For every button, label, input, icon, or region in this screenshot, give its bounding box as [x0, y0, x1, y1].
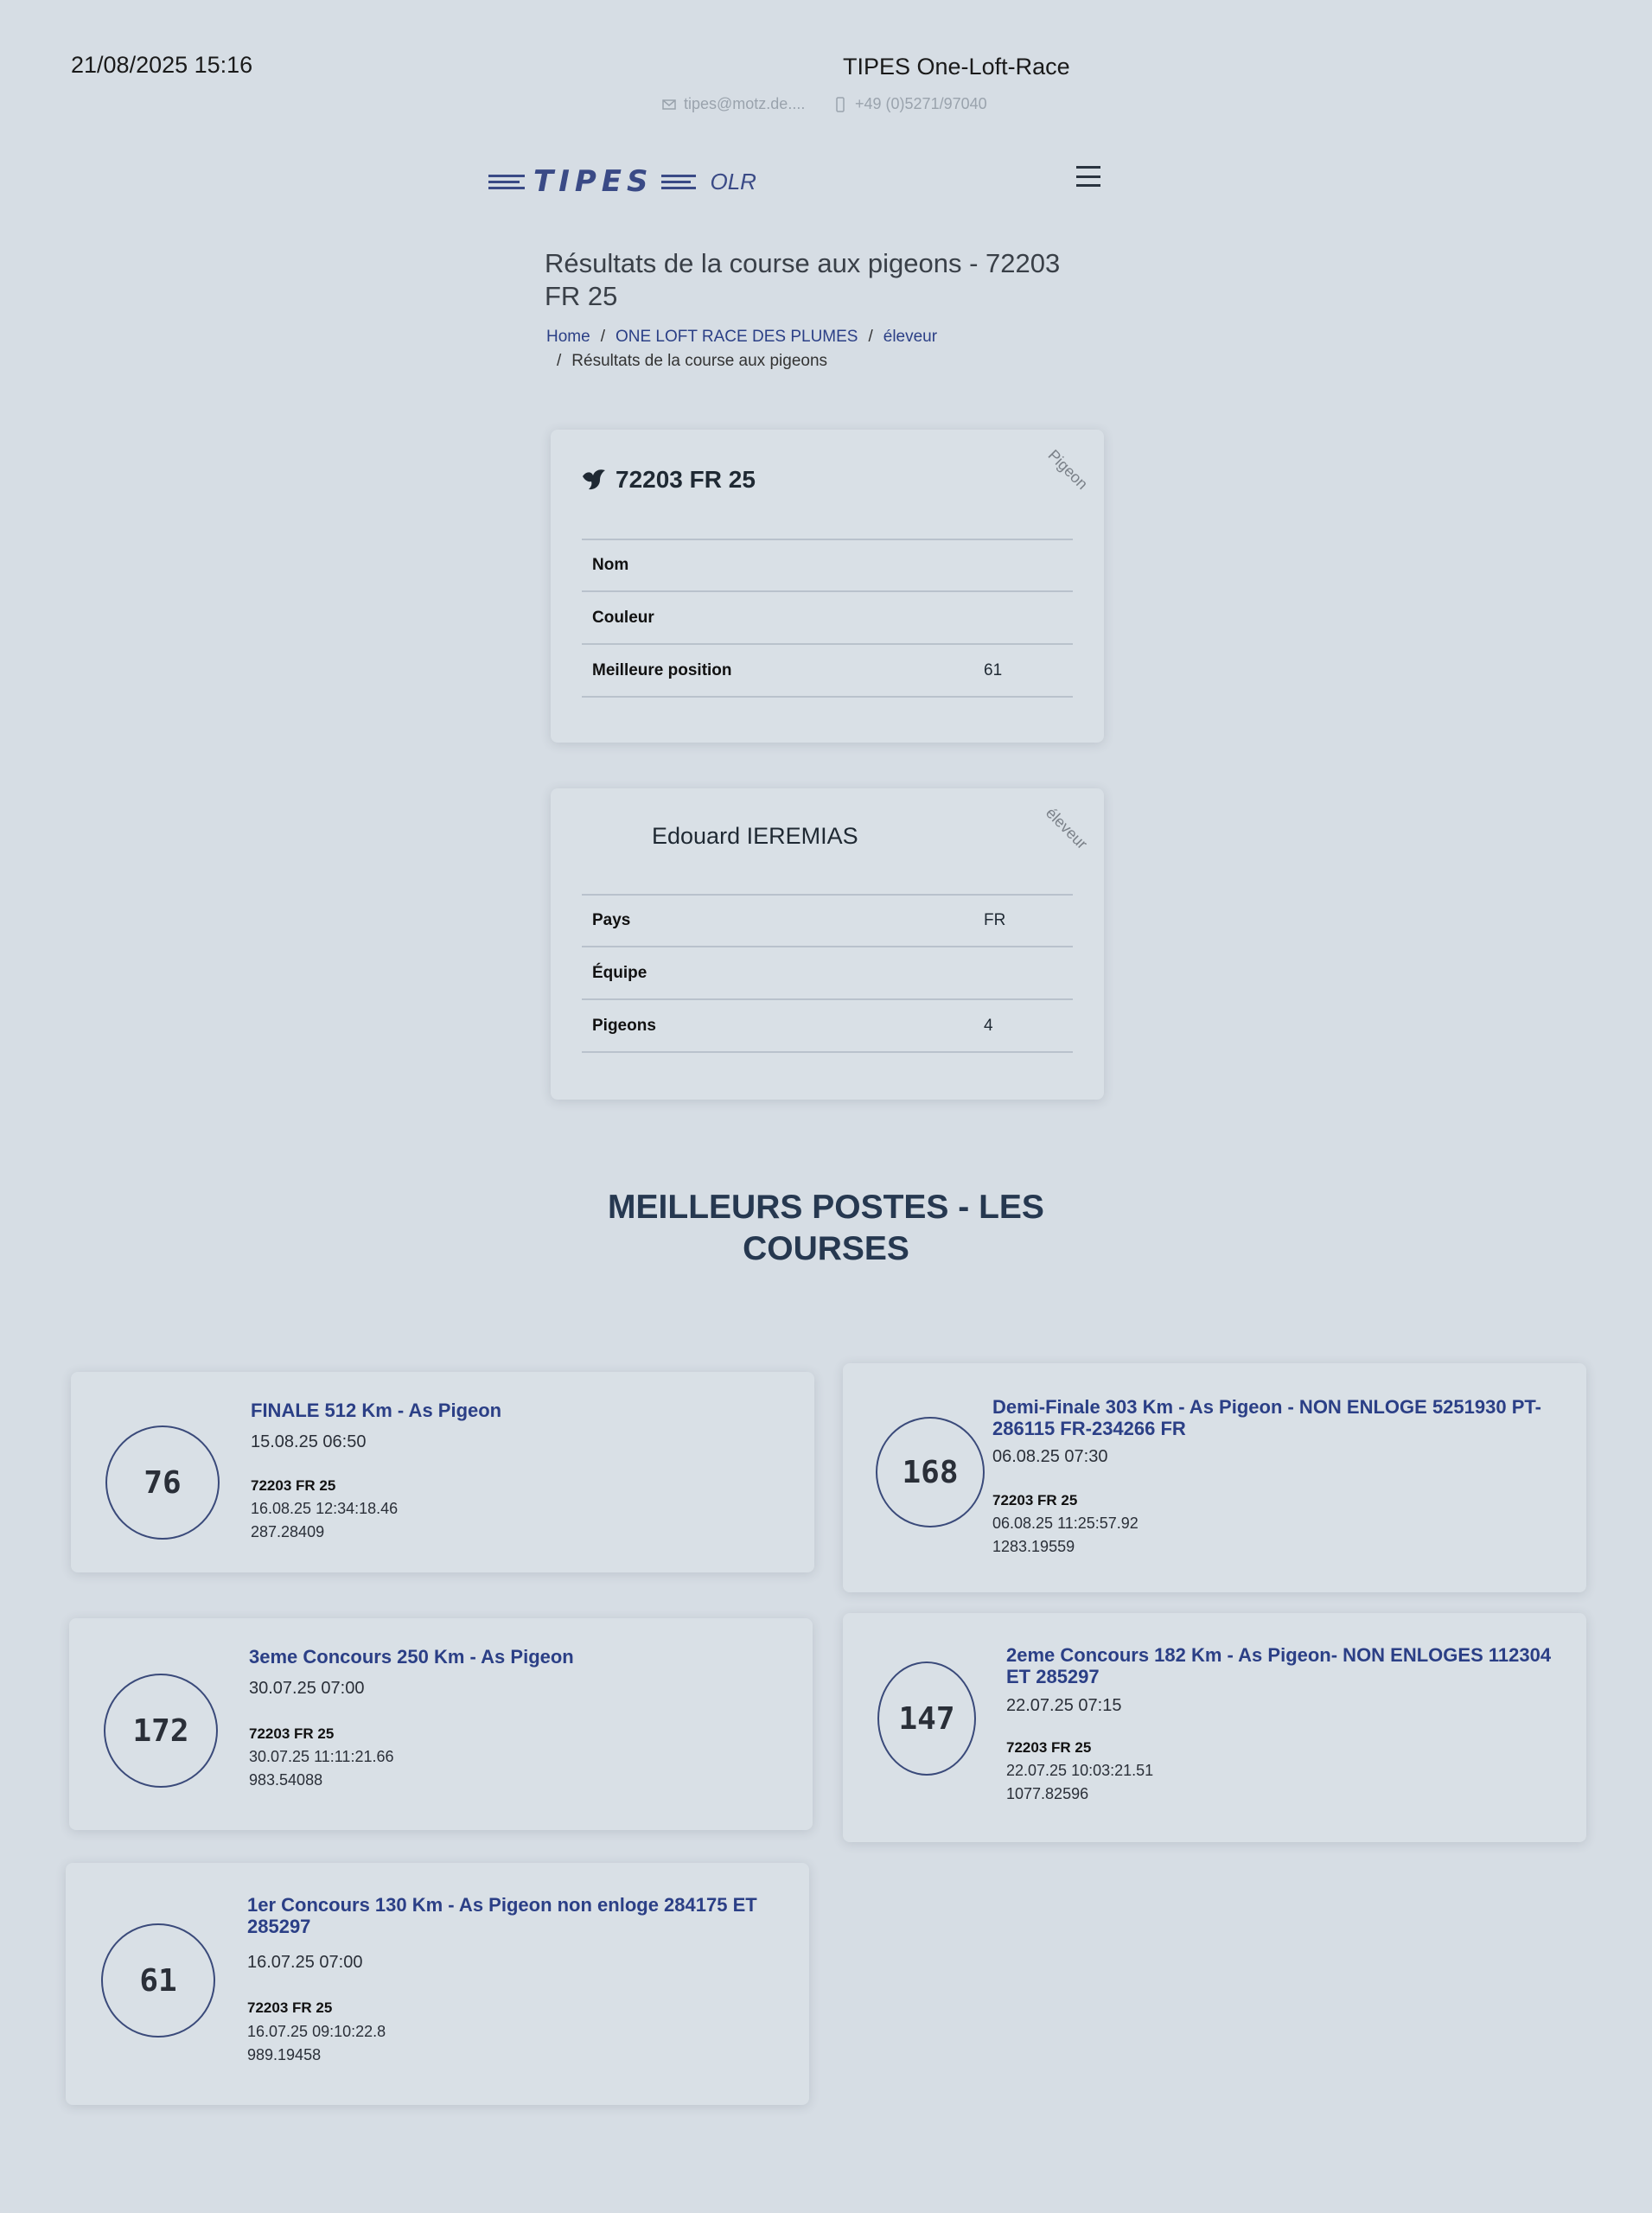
pigeon-color-label: Couleur: [582, 591, 973, 644]
country-label: Pays: [582, 895, 973, 947]
race-position: 61: [101, 1923, 215, 2038]
team-value: [973, 947, 1073, 999]
card-ribbon: éleveur: [1042, 804, 1091, 853]
pigeon-card-header: [581, 466, 756, 494]
race-arrival-time: 16.08.25 12:34:18.46: [251, 1500, 399, 1517]
contact-email[interactable]: [661, 95, 805, 113]
contact-email-text: tipes@motz.de....: [684, 95, 806, 112]
race-pigeon-ring: 72203 FR 25: [251, 1477, 336, 1494]
card-ribbon: Pigeon: [1044, 446, 1092, 494]
pigeon-name-label: Nom: [582, 539, 973, 591]
race-release-time: 16.07.25 07:00: [247, 1953, 363, 1972]
country-value: FR: [973, 895, 1073, 947]
section-title: [0, 1187, 1652, 1270]
race-position: 172: [104, 1674, 218, 1788]
race-title[interactable]: 1er Concours 130 Km - As Pigeon non enloge 284175 ET 285297: [247, 1894, 757, 1937]
breadcrumb-breeder[interactable]: éleveur: [883, 328, 938, 346]
breeder-card: [551, 788, 1104, 1100]
print-datetime: 21/08/2025 15:16: [71, 52, 253, 78]
race-title[interactable]: 3eme Concours 250 Km - As Pigeon: [249, 1646, 574, 1668]
pigeon-card: [551, 430, 1104, 743]
race-speed: 989.19458: [247, 2046, 322, 2063]
breadcrumb-separator: /: [557, 352, 562, 370]
race-release-time: 15.08.25 06:50: [251, 1432, 367, 1451]
race-pigeon-ring: 72203 FR 25: [1006, 1739, 1092, 1756]
race-speed: 1283.19559: [992, 1538, 1075, 1555]
race-card[interactable]: [843, 1363, 1586, 1592]
breeder-details-table: [582, 895, 1073, 1053]
race-card[interactable]: [71, 1372, 814, 1572]
pigeon-details-table: [582, 539, 1073, 698]
race-arrival-time: 06.08.25 11:25:57.92: [992, 1515, 1139, 1532]
race-speed: 1077.82596: [1006, 1785, 1089, 1802]
race-arrival-time: 16.07.25 09:10:22.8: [247, 2023, 386, 2040]
contact-phone-text: +49 (0)5271/97040: [855, 95, 987, 112]
print-page-title: TIPES One-Loft-Race: [843, 54, 1070, 80]
race-position: 147: [877, 1661, 976, 1776]
race-title[interactable]: Demi-Finale 303 Km - As Pigeon - NON ENLOGE 5251930 PT-286115 FR-234266 FR: [992, 1396, 1541, 1439]
table-row: [582, 895, 1073, 947]
race-card[interactable]: [66, 1863, 809, 2105]
race-pigeon-ring: 72203 FR 25: [249, 1725, 335, 1742]
race-title[interactable]: 2eme Concours 182 Km - As Pigeon- NON ENLOGES 112304 ET 285297: [1006, 1644, 1552, 1687]
table-row: [582, 947, 1073, 999]
contact-phone[interactable]: [832, 95, 987, 113]
pigeons-count-value: 4: [973, 999, 1073, 1052]
mail-icon: [661, 97, 677, 112]
race-release-time: 30.07.25 07:00: [249, 1679, 365, 1698]
logo-bars-icon: [488, 175, 525, 189]
race-arrival-time: 22.07.25 10:03:21.51: [1006, 1762, 1154, 1779]
hamburger-menu-icon[interactable]: [1076, 166, 1100, 187]
race-position: 168: [876, 1417, 985, 1527]
logo-bars-icon: [661, 175, 696, 189]
race-pigeon-ring: 72203 FR 25: [992, 1492, 1078, 1508]
breeder-name: Edouard IEREMIAS: [652, 823, 858, 849]
logo-suffix: OLR: [710, 168, 756, 195]
table-row: [582, 591, 1073, 644]
team-label: Équipe: [582, 947, 973, 999]
race-speed: 983.54088: [249, 1771, 323, 1789]
logo-brand: TIPES: [533, 164, 654, 199]
pigeon-color-value: [973, 591, 1073, 644]
race-card[interactable]: [843, 1613, 1586, 1842]
section-title-text: MEILLEURS POSTES - LES COURSES: [608, 1189, 1044, 1267]
breadcrumb-separator: /: [600, 328, 605, 346]
bird-icon: [581, 468, 607, 492]
best-position-label: Meilleure position: [582, 644, 973, 697]
race-arrival-time: 30.07.25 11:11:21.66: [249, 1748, 394, 1765]
race-card[interactable]: [69, 1618, 813, 1830]
table-row: [582, 644, 1073, 697]
site-logo[interactable]: [488, 164, 756, 199]
best-position-value: 61: [973, 644, 1073, 697]
pigeon-name-value: [973, 539, 1073, 591]
breadcrumb-separator: /: [868, 328, 873, 346]
table-row: [582, 999, 1073, 1052]
pigeon-ring-number: 72203 FR 25: [616, 466, 756, 493]
pigeons-count-label: Pigeons: [582, 999, 973, 1052]
phone-icon: [832, 97, 848, 112]
race-pigeon-ring: 72203 FR 25: [247, 1999, 333, 2016]
breadcrumb-race[interactable]: ONE LOFT RACE DES PLUMES: [615, 328, 858, 346]
race-release-time: 22.07.25 07:15: [1006, 1696, 1122, 1715]
breadcrumb-current: Résultats de la course aux pigeons: [571, 352, 828, 370]
race-release-time: 06.08.25 07:30: [992, 1447, 1108, 1466]
race-speed: 287.28409: [251, 1523, 325, 1540]
table-row: [582, 539, 1073, 591]
breadcrumb-home[interactable]: Home: [546, 328, 590, 346]
page-title: Résultats de la course aux pigeons - 72203 FR 25: [545, 248, 1061, 311]
race-title[interactable]: FINALE 512 Km - As Pigeon: [251, 1400, 502, 1421]
breadcrumb: [546, 325, 1065, 373]
race-position: 76: [105, 1425, 220, 1540]
